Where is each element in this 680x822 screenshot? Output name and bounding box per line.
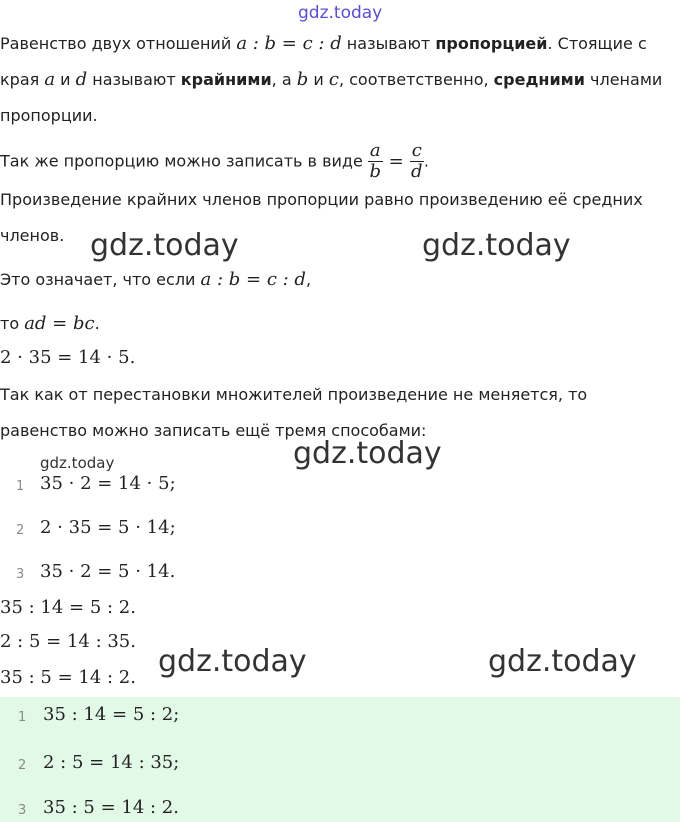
math-a: a: [44, 69, 56, 90]
ratio-equation: 2 : 5 = 14 : 35.: [0, 631, 136, 652]
if-line: [0, 270, 311, 290]
property-line-2: [0, 226, 64, 246]
denominator: b: [369, 161, 382, 182]
text: Равенство двух отношений: [0, 34, 237, 53]
text: края: [0, 70, 45, 89]
watermark: gdz.today: [488, 644, 637, 679]
text: .: [94, 314, 100, 333]
list-number: 3: [18, 803, 27, 818]
list-number: 1: [16, 479, 25, 494]
fraction-line: [0, 140, 429, 183]
list-number: 1: [18, 710, 27, 725]
text: и: [308, 70, 329, 89]
ratio-equation: 35 : 14 = 5 : 2.: [0, 597, 136, 618]
text: называют: [341, 34, 436, 53]
example-equation: 2 · 35 = 14 · 5.: [0, 347, 136, 368]
text: равенство можно записать ещё тремя способами:: [0, 421, 427, 440]
fraction-a-b: [368, 141, 383, 182]
fraction-c-d: [410, 141, 424, 182]
definition-line-1: [0, 34, 647, 54]
text: . Стоящие с: [547, 34, 647, 53]
numerator: a: [369, 140, 381, 161]
text: Так как от перестановки множителей произведение не меняется, то: [0, 385, 588, 404]
list-item: 35 : 14 = 5 : 2;: [43, 704, 180, 725]
text: пропорции.: [0, 106, 98, 125]
text: и: [55, 70, 76, 89]
math-b: b: [296, 69, 309, 90]
watermark: gdz.today: [293, 436, 442, 471]
definition-line-2: [0, 70, 662, 90]
text: называют: [87, 70, 181, 89]
text: Это означает, что если: [0, 270, 201, 289]
watermark-top: gdz.today: [298, 3, 383, 23]
product-math: ad = bc: [24, 313, 95, 334]
text: Так же пропорцию можно записать в виде: [0, 151, 368, 171]
denominator: d: [411, 161, 423, 182]
math-d: d: [75, 69, 88, 90]
text: .: [423, 151, 429, 171]
proportion-math: a : b = c : d: [200, 269, 306, 290]
list-number: 3: [16, 567, 25, 582]
watermark: gdz.today: [422, 228, 571, 263]
equals: =: [388, 150, 404, 172]
list-item: 35 · 2 = 14 · 5;: [40, 473, 176, 494]
list-item: 35 · 2 = 5 · 14.: [40, 561, 176, 582]
list-number: 2: [16, 523, 25, 538]
list-item: 2 · 35 = 5 · 14;: [40, 517, 176, 538]
proportion-math: a : b = c : d: [236, 33, 342, 54]
math-c: c: [328, 69, 339, 90]
text: членами: [584, 70, 663, 89]
text: Произведение крайних членов пропорции равно произведению её средних: [0, 190, 643, 209]
list-item: 35 : 5 = 14 : 2.: [43, 797, 179, 818]
watermark: gdz.today: [158, 644, 307, 679]
term-proportion: пропорцией: [435, 34, 548, 53]
then-line: [0, 314, 100, 334]
watermark: gdz.today: [90, 228, 239, 263]
ratio-equation: 35 : 5 = 14 : 2.: [0, 667, 136, 688]
text: , соответственно,: [338, 70, 494, 89]
permutation-line-1: [0, 385, 587, 405]
term-extremes: крайними: [180, 70, 272, 89]
text: членов.: [0, 226, 65, 245]
list-number: 2: [18, 758, 27, 773]
text: то: [0, 314, 25, 333]
watermark: gdz.today: [40, 454, 115, 472]
definition-line-3: [0, 106, 98, 126]
property-line-1: [0, 190, 643, 210]
text: ,: [305, 270, 312, 289]
list-item: 2 : 5 = 14 : 35;: [43, 752, 180, 773]
text: , а: [271, 70, 297, 89]
term-means: средними: [493, 70, 585, 89]
numerator: c: [411, 140, 422, 161]
